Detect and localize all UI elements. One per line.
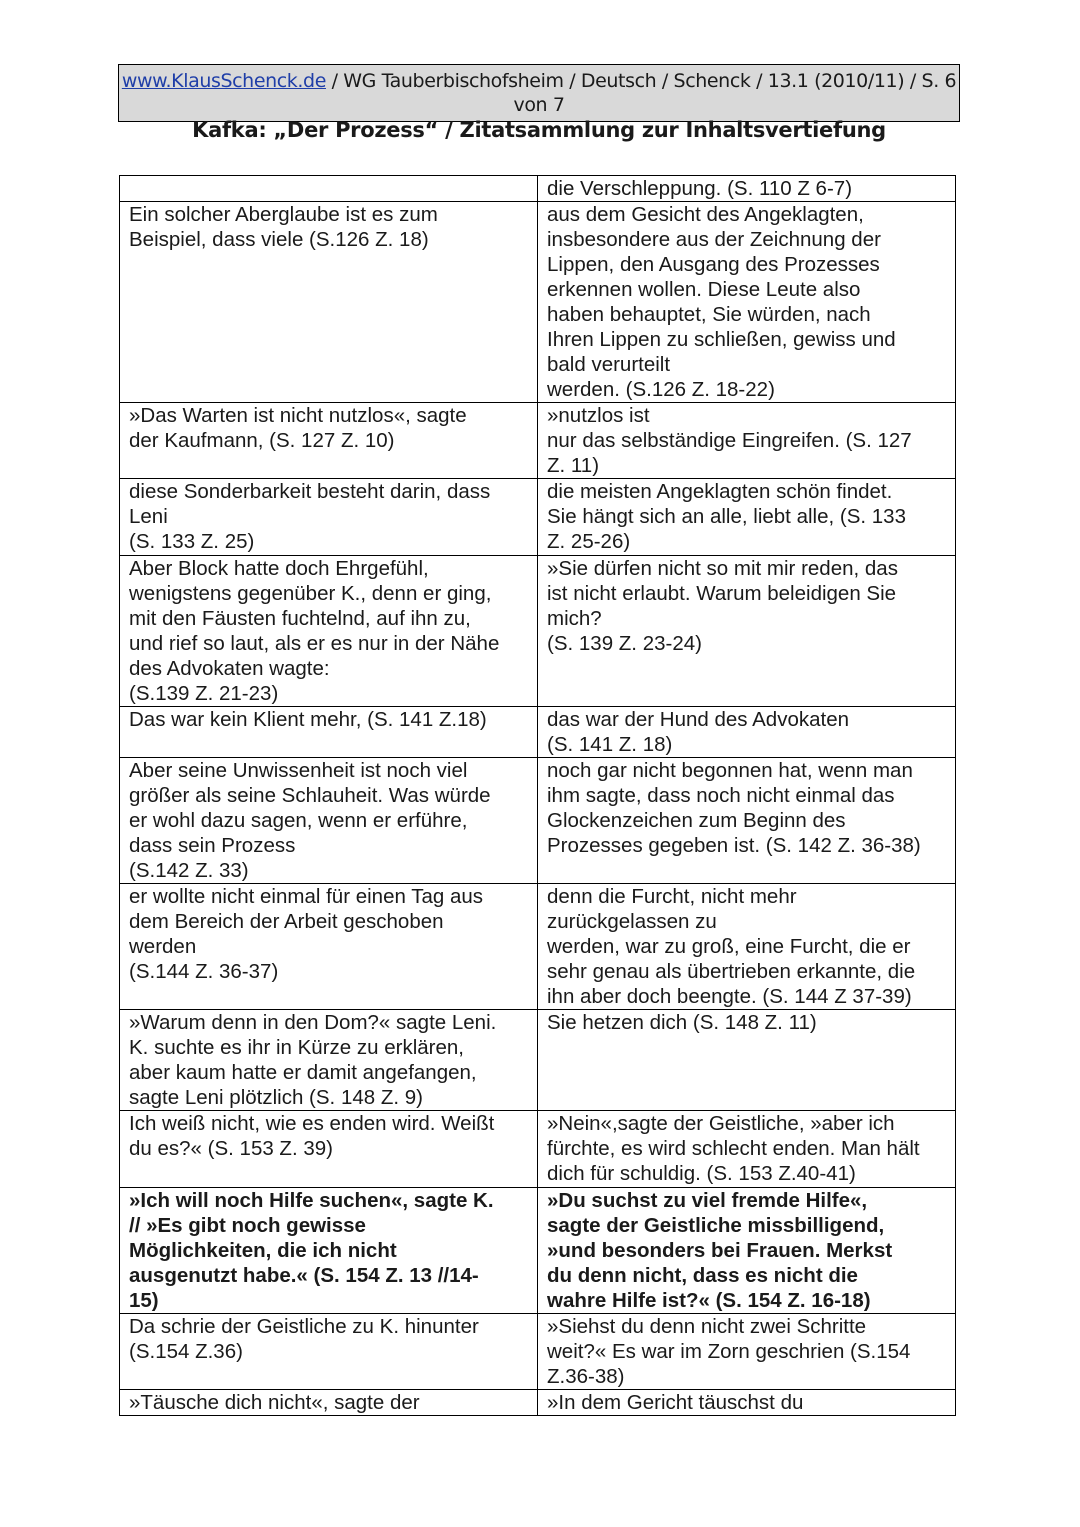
quote-cell-left: Ich weiß nicht, wie es enden wird. Weißt du es?« (S. 153 Z. 39) bbox=[120, 1111, 538, 1188]
quote-cell-left: »Warum denn in den Dom?« sagte Leni. K. suchte es ihr in Kürze zu erklären, aber kaum hatte er damit angefangen, sagte Leni plötzlich (S. 148 Z. 9) bbox=[120, 1010, 538, 1111]
table-row bbox=[120, 758, 956, 884]
header-meta-text: / WG Tauberbischofsheim / Deutsch / Schenck / 13.1 (2010/11) / S. 6 von 7 bbox=[325, 70, 957, 116]
quote-cell-left: diese Sonderbarkeit besteht darin, dass Leni (S. 133 Z. 25) bbox=[120, 479, 538, 556]
quote-cell-right: »Siehst du denn nicht zwei Schritte weit?« Es war im Zorn geschrien (S.154 Z.36-38) bbox=[538, 1314, 956, 1390]
quote-cell-left: Ein solcher Aberglaube ist es zum Beispiel, dass viele (S.126 Z. 18) bbox=[120, 202, 538, 403]
table-row bbox=[120, 1390, 956, 1416]
table-row bbox=[120, 479, 956, 556]
table-row bbox=[120, 403, 956, 479]
quote-cell-left bbox=[120, 176, 538, 202]
quote-cell-right: »Sie dürfen nicht so mit mir reden, das ist nicht erlaubt. Warum beleidigen Sie mich? (S. 139 Z. 23-24) bbox=[538, 556, 956, 707]
quote-cell-left: »Das Warten ist nicht nutzlos«, sagte der Kaufmann, (S. 127 Z. 10) bbox=[120, 403, 538, 479]
quote-cell-left: Aber seine Unwissenheit ist noch viel größer als seine Schlauheit. Was würde er wohl dazu sagen, wenn er erführe, dass sein Prozess (S.142 Z. 33) bbox=[120, 758, 538, 884]
page-header bbox=[118, 64, 960, 142]
quote-cell-right: die Verschleppung. (S. 110 Z 6-7) bbox=[538, 176, 956, 202]
quote-table-body bbox=[120, 176, 956, 1416]
document-title: Kafka: „Der Prozess“ / Zitatsammlung zur Inhaltsvertiefung bbox=[192, 118, 886, 142]
table-row bbox=[120, 176, 956, 202]
quote-cell-left: Das war kein Klient mehr, (S. 141 Z.18) bbox=[120, 707, 538, 758]
quote-table bbox=[119, 175, 956, 1416]
quote-cell-right: »Du suchst zu viel fremde Hilfe«, sagte der Geistliche missbilligend, »und besonders bei Frauen. Merkst du denn nicht, dass es nicht die wahre Hilfe ist?« (S. 154 Z. 16-18) bbox=[538, 1188, 956, 1314]
website-link[interactable]: www.KlausSchenck.de bbox=[121, 70, 326, 92]
table-row bbox=[120, 202, 956, 403]
header-meta-line bbox=[119, 69, 959, 117]
quote-cell-right: aus dem Gesicht des Angeklagten, insbesondere aus der Zeichnung der Lippen, den Ausgang des Prozesses erkennen wollen. Diese Leute also haben behauptet, Sie würden, nach Ihren Lippen zu schließen, gewiss und bald verurteilt werden. (S.126 Z. 18-22) bbox=[538, 202, 956, 403]
quote-cell-left: »Ich will noch Hilfe suchen«, sagte K. // »Es gibt noch gewisse Möglichkeiten, die ich nicht ausgenutzt habe.« (S. 154 Z. 13 //14- 15) bbox=[120, 1188, 538, 1314]
table-row bbox=[120, 1314, 956, 1390]
quote-cell-left: Da schrie der Geistliche zu K. hinunter (S.154 Z.36) bbox=[120, 1314, 538, 1390]
quote-cell-left: »Täusche dich nicht«, sagte der bbox=[120, 1390, 538, 1416]
quote-cell-right: die meisten Angeklagten schön findet. Sie hängt sich an alle, liebt alle, (S. 133 Z. 25-26) bbox=[538, 479, 956, 556]
quote-cell-right: »In dem Gericht täuschst du bbox=[538, 1390, 956, 1416]
table-row bbox=[120, 884, 956, 1010]
quote-cell-right: denn die Furcht, nicht mehr zurückgelassen zu werden, war zu groß, eine Furcht, die er sehr genau als übertrieben erkannte, die ihn aber doch beengte. (S. 144 Z 37-39) bbox=[538, 884, 956, 1010]
table-row bbox=[120, 556, 956, 707]
quote-cell-right: Sie hetzen dich (S. 148 Z. 11) bbox=[538, 1010, 956, 1111]
table-row bbox=[120, 1010, 956, 1111]
quote-cell-right: »nutzlos ist nur das selbständige Eingreifen. (S. 127 Z. 11) bbox=[538, 403, 956, 479]
table-row bbox=[120, 1111, 956, 1188]
quote-cell-left: Aber Block hatte doch Ehrgefühl, wenigstens gegenüber K., denn er ging, mit den Fäusten fuchtelnd, auf ihn zu, und rief so laut, als er es nur in der Nähe des Advokaten wagte: (S.139 Z. 21-23) bbox=[120, 556, 538, 707]
table-row bbox=[120, 707, 956, 758]
quote-cell-right: noch gar nicht begonnen hat, wenn man ihm sagte, dass noch nicht einmal das Glockenzeichen zum Beginn des Prozesses gegeben ist. (S. 142 Z. 36-38) bbox=[538, 758, 956, 884]
quote-cell-right: das war der Hund des Advokaten (S. 141 Z. 18) bbox=[538, 707, 956, 758]
quote-cell-left: er wollte nicht einmal für einen Tag aus dem Bereich der Arbeit geschoben werden (S.144 Z. 36-37) bbox=[120, 884, 538, 1010]
table-row bbox=[120, 1188, 956, 1314]
quote-cell-right: »Nein«,sagte der Geistliche, »aber ich fürchte, es wird schlecht enden. Man hält dich für schuldig. (S. 153 Z.40-41) bbox=[538, 1111, 956, 1188]
